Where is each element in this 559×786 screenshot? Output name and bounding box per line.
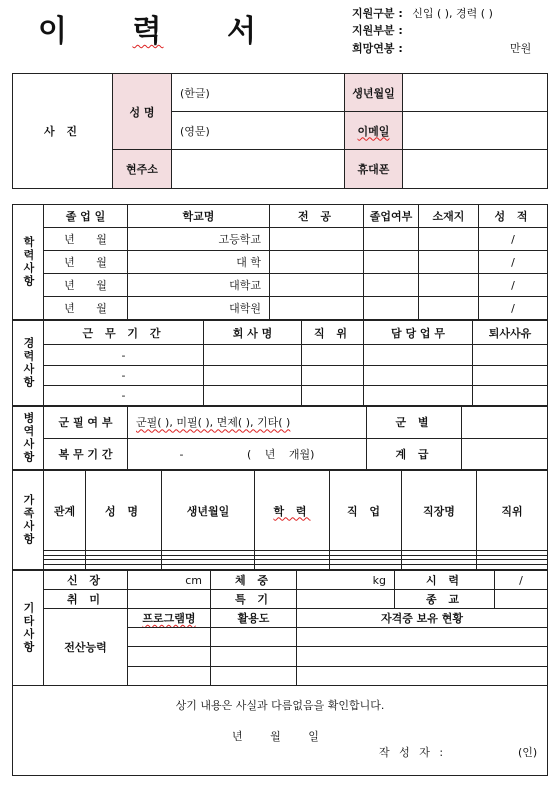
edu-header-major: 전 공 — [270, 205, 364, 228]
title-char-2: 력 — [132, 14, 164, 49]
military-section-label: 병역사항 — [13, 407, 44, 470]
career-duty[interactable] — [364, 365, 473, 385]
career-reason[interactable] — [473, 345, 548, 365]
edu-school[interactable]: 대학교 — [128, 274, 270, 297]
edu-header-grade: 성 적 — [479, 205, 548, 228]
vision-field[interactable]: / — [495, 571, 548, 590]
vision-label: 시 력 — [395, 571, 495, 590]
military-period-dash: - — [179, 447, 184, 461]
military-period-label: 복 무 기 간 — [44, 438, 128, 470]
edu-major[interactable] — [270, 297, 364, 320]
certificate-field[interactable] — [297, 647, 548, 666]
edu-date[interactable]: 년 월 — [44, 297, 128, 320]
sign-date: 년 월 일 — [232, 730, 319, 743]
usage-field[interactable] — [211, 647, 297, 666]
usage-header: 활용도 — [211, 609, 297, 628]
edu-grade[interactable]: / — [479, 297, 548, 320]
military-period-field[interactable] — [128, 438, 367, 470]
edu-major[interactable] — [270, 228, 364, 251]
height-label: 신 장 — [44, 571, 128, 590]
family-cell[interactable] — [330, 565, 402, 570]
family-header-birth: 생년월일 — [162, 471, 255, 551]
career-header-period: 근 무 기 간 — [44, 321, 204, 345]
edu-header-date: 졸 업 일 — [44, 205, 128, 228]
edu-graduation[interactable] — [364, 228, 419, 251]
religion-field[interactable] — [495, 590, 548, 609]
career-period[interactable]: - — [44, 365, 204, 385]
education-table — [12, 204, 548, 320]
certificate-field[interactable] — [297, 628, 548, 647]
family-header-education: 학 력 — [273, 504, 311, 518]
writer-label: 작 성 자 : — [379, 746, 447, 759]
personal-info-table — [12, 73, 548, 189]
program-name-header: 프로그램명 — [142, 612, 196, 625]
title-char-1: 이 — [38, 14, 69, 49]
career-company[interactable] — [204, 345, 302, 365]
edu-school[interactable]: 대학원 — [128, 297, 270, 320]
career-position[interactable] — [302, 385, 364, 405]
career-period[interactable]: - — [44, 345, 204, 365]
career-company[interactable] — [204, 385, 302, 405]
edu-graduation[interactable] — [364, 297, 419, 320]
birth-field[interactable] — [403, 74, 548, 112]
seal-mark: (인) — [518, 746, 538, 759]
edu-date[interactable]: 년 월 — [44, 274, 128, 297]
program-field[interactable] — [128, 647, 211, 666]
education-section-label: 학력사항 — [13, 205, 44, 320]
family-cell[interactable] — [477, 565, 548, 570]
salary-unit: 만원 — [510, 42, 532, 55]
certificates-header: 자격증 보유 현황 — [297, 609, 548, 628]
weight-field[interactable]: kg — [297, 571, 395, 590]
military-branch-label: 군 별 — [367, 407, 462, 439]
edu-date[interactable]: 년 월 — [44, 251, 128, 274]
weight-label: 체 중 — [211, 571, 297, 590]
english-name-field[interactable]: (영문) — [172, 112, 345, 150]
career-company[interactable] — [204, 365, 302, 385]
military-rank-label: 계 급 — [367, 438, 462, 470]
address-label: 현주소 — [113, 150, 172, 189]
salary-label: 희망연봉 : — [352, 42, 403, 55]
apply-type-label: 지원구분 : — [352, 7, 403, 20]
edu-location[interactable] — [419, 251, 479, 274]
etc-section-label: 기타사항 — [13, 571, 44, 686]
family-cell[interactable] — [255, 565, 330, 570]
etc-table — [12, 570, 548, 686]
edu-header-location: 소재지 — [419, 205, 479, 228]
career-header-company: 회 사 명 — [204, 321, 302, 345]
photo-area: 사 진 — [13, 74, 113, 189]
edu-school[interactable]: 대 학 — [128, 251, 270, 274]
edu-location[interactable] — [419, 297, 479, 320]
family-header-relation: 관계 — [44, 471, 86, 551]
confirm-statement: 상기 내용은 사실과 다름없음을 확인합니다. — [175, 699, 385, 712]
career-reason[interactable] — [473, 385, 548, 405]
edu-major[interactable] — [270, 274, 364, 297]
career-duty[interactable] — [364, 345, 473, 365]
edu-grade[interactable]: / — [479, 251, 548, 274]
family-header-workplace: 직장명 — [402, 471, 477, 551]
military-period-months: ( 년 개월) — [247, 447, 315, 461]
edu-graduation[interactable] — [364, 274, 419, 297]
military-rank-field[interactable] — [462, 438, 548, 470]
religion-label: 종 교 — [395, 590, 495, 609]
career-section-label: 경력사항 — [13, 321, 44, 406]
korean-name-field[interactable]: (한글) — [172, 74, 345, 112]
document-title — [38, 6, 258, 50]
edu-grade[interactable]: / — [479, 228, 548, 251]
family-cell[interactable] — [86, 565, 162, 570]
edu-header-school: 학교명 — [128, 205, 270, 228]
family-cell[interactable] — [162, 565, 255, 570]
family-cell[interactable] — [402, 565, 477, 570]
phone-field[interactable] — [403, 150, 548, 189]
career-header-position: 직 위 — [302, 321, 364, 345]
phone-label: 휴대폰 — [345, 150, 403, 189]
career-header-duty: 담 당 업 무 — [364, 321, 473, 345]
apply-type-line — [352, 5, 493, 21]
email-field[interactable] — [403, 112, 548, 150]
hobby-field[interactable] — [128, 590, 211, 609]
edu-header-graduation: 졸업여부 — [364, 205, 419, 228]
military-table — [12, 406, 548, 470]
program-field[interactable] — [128, 666, 211, 685]
certificate-field[interactable] — [297, 666, 548, 685]
family-header-name: 성 명 — [86, 471, 162, 551]
edu-graduation[interactable] — [364, 251, 419, 274]
usage-field[interactable] — [211, 666, 297, 685]
name-label: 성 명 — [113, 74, 172, 150]
career-duty[interactable] — [364, 385, 473, 405]
program-field[interactable] — [128, 628, 211, 647]
military-service-label: 군 필 여 부 — [44, 407, 128, 439]
family-section-label: 가족사항 — [13, 471, 44, 570]
military-service-options[interactable]: 군필( ), 미필( ), 면제( ), 기타( ) — [136, 416, 291, 430]
career-period[interactable]: - — [44, 385, 204, 405]
height-field[interactable]: cm — [128, 571, 211, 590]
family-header-position: 직위 — [477, 471, 548, 551]
usage-field[interactable] — [211, 628, 297, 647]
edu-location[interactable] — [419, 274, 479, 297]
skill-label: 특 기 — [211, 590, 297, 609]
family-header-job: 직 업 — [330, 471, 402, 551]
edu-school[interactable]: 고등학교 — [128, 228, 270, 251]
family-table — [12, 470, 548, 570]
email-label: 이메일 — [357, 124, 390, 138]
career-table — [12, 320, 548, 406]
career-position[interactable] — [302, 365, 364, 385]
military-branch-field[interactable] — [462, 407, 548, 439]
birth-label: 생년월일 — [345, 74, 403, 112]
hobby-label: 취 미 — [44, 590, 128, 609]
skill-field[interactable] — [297, 590, 395, 609]
family-cell[interactable] — [44, 565, 86, 570]
title-char-3: 서 — [227, 14, 258, 49]
apply-type-value: 신입 ( ), 경력 ( ) — [412, 7, 493, 20]
career-reason[interactable] — [473, 365, 548, 385]
address-field[interactable] — [172, 150, 345, 189]
edu-major[interactable] — [270, 251, 364, 274]
career-header-reason: 퇴사사유 — [473, 321, 548, 345]
career-position[interactable] — [302, 345, 364, 365]
edu-date[interactable]: 년 월 — [44, 228, 128, 251]
edu-grade[interactable]: / — [479, 274, 548, 297]
apply-dept-label: 지원부분 : — [352, 24, 403, 37]
computer-skill-label: 전산능력 — [44, 609, 128, 686]
edu-location[interactable] — [419, 228, 479, 251]
